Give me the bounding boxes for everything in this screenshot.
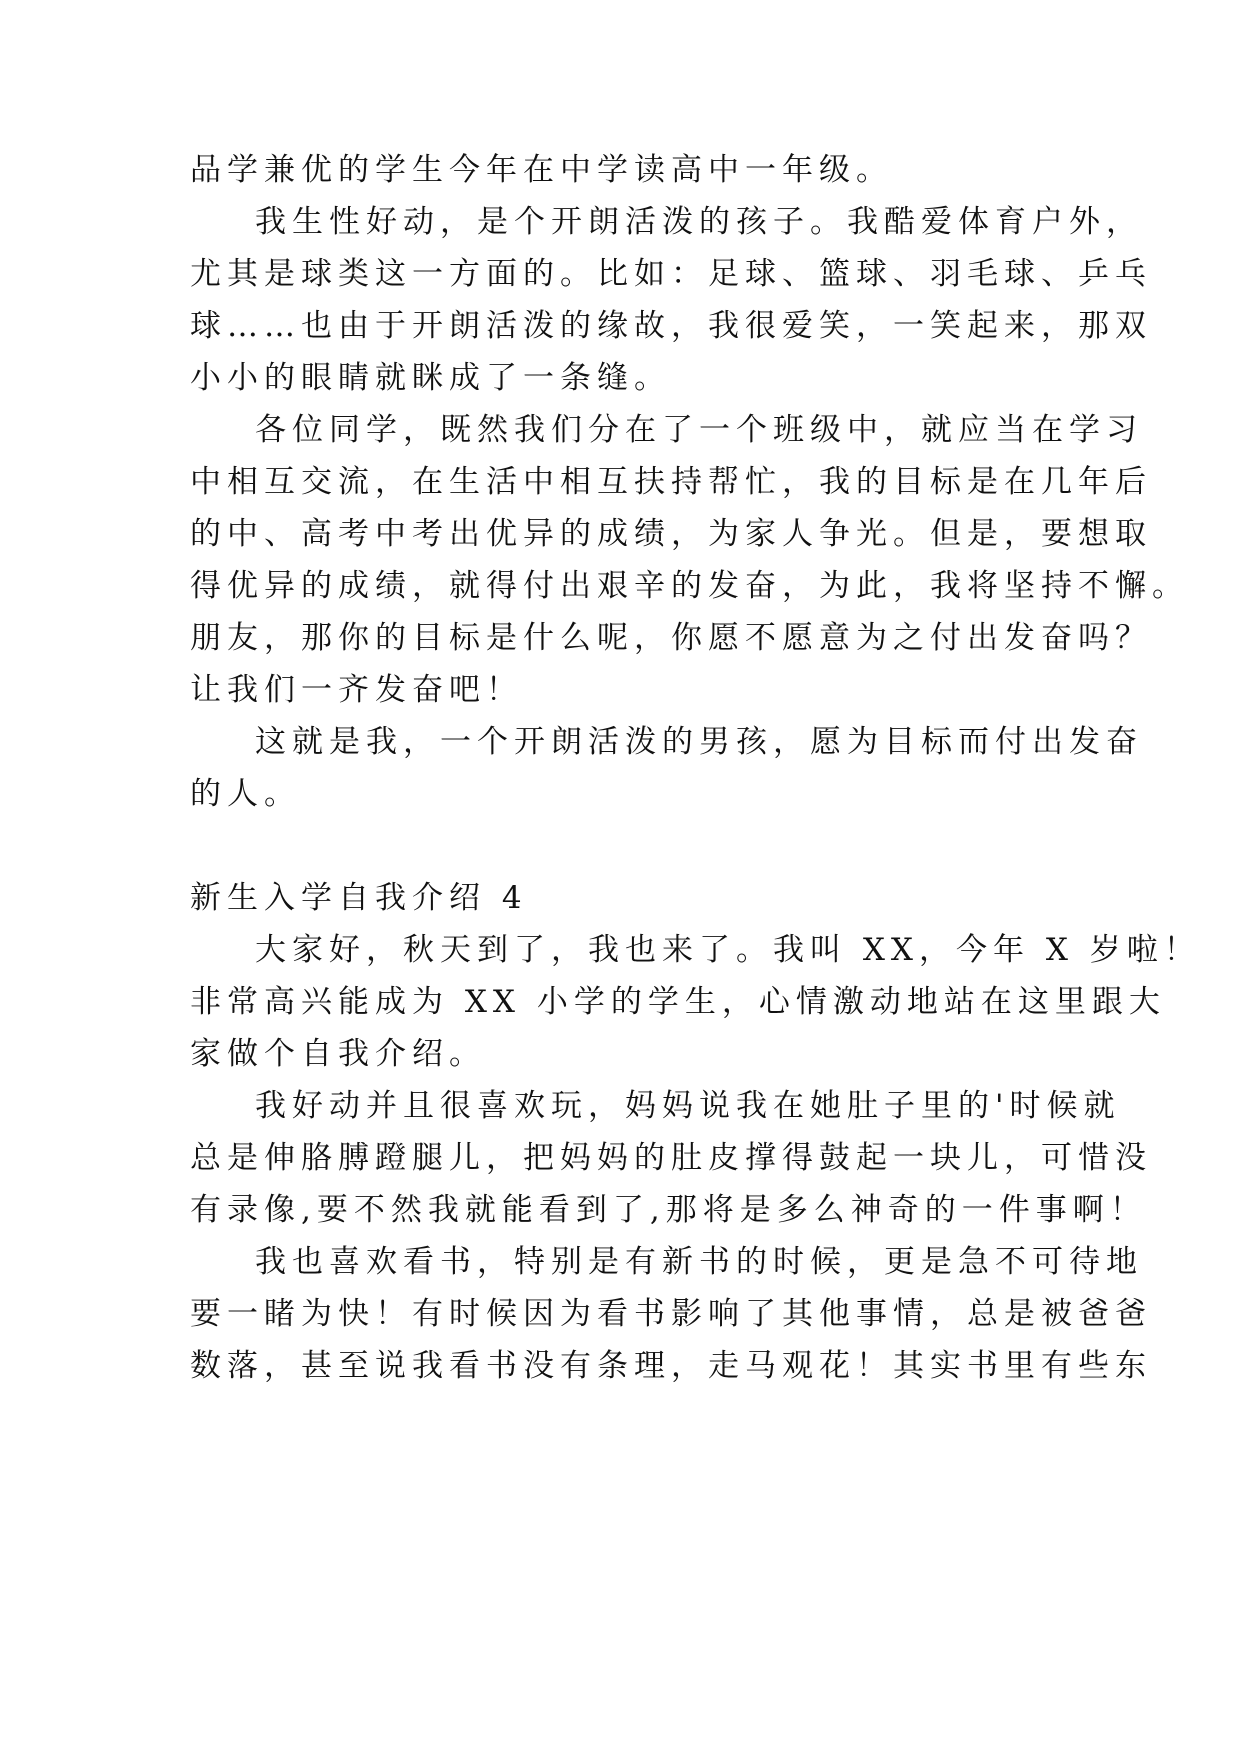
text-line: 各位同学，既然我们分在了一个班级中，就应当在学习 xyxy=(255,412,1143,448)
text-line: 有录像,要不然我就能看到了,那将是多么神奇的一件事啊！ xyxy=(190,1192,1147,1228)
text-line: 让我们一齐发奋吧！ xyxy=(190,672,523,708)
text-line: 数落，甚至说我看书没有条理，走马观花！其实书里有些东 xyxy=(190,1348,1152,1384)
text-line: 朋友，那你的目标是什么呢，你愿不愿意为之付出发奋吗？ xyxy=(190,620,1152,656)
text-line: 得优异的成绩，就得付出艰辛的发奋，为此，我将坚持不懈。 xyxy=(190,568,1189,604)
text-line: 总是伸胳膊蹬腿儿，把妈妈的肚皮撑得鼓起一块儿，可惜没 xyxy=(190,1140,1152,1176)
text-line: 这就是我，一个开朗活泼的男孩，愿为目标而付出发奋 xyxy=(255,724,1143,760)
text-line: 的中、高考中考出优异的成绩，为家人争光。但是，要想取 xyxy=(190,516,1152,552)
text-line: 非常高兴能成为 XX 小学的学生，心情激动地站在这里跟大 xyxy=(190,984,1166,1020)
text-line: 大家好，秋天到了，我也来了。我叫 XX，今年 X 岁啦！ xyxy=(255,932,1201,968)
text-line: 的人。 xyxy=(190,776,301,812)
text-line: 我也喜欢看书，特别是有新书的时候，更是急不可待地 xyxy=(255,1244,1143,1280)
text-line: 尤其是球类这一方面的。比如：足球、篮球、羽毛球、乒乓 xyxy=(190,256,1152,292)
text-line: 要一睹为快！有时候因为看书影响了其他事情，总是被爸爸 xyxy=(190,1296,1152,1332)
section-heading: 新生入学自我介绍 4 xyxy=(190,880,528,916)
text-line: 小小的眼睛就眯成了一条缝。 xyxy=(190,360,671,396)
text-line: 中相互交流，在生活中相互扶持帮忙，我的目标是在几年后 xyxy=(190,464,1152,500)
text-line: 球……也由于开朗活泼的缘故，我很爱笑，一笑起来，那双 xyxy=(190,308,1152,344)
text-line: 家做个自我介绍。 xyxy=(190,1036,486,1072)
text-line: 我好动并且很喜欢玩，妈妈说我在她肚子里的'时候就 xyxy=(255,1088,1121,1124)
text-line: 品学兼优的学生今年在中学读高中一年级。 xyxy=(190,152,893,188)
text-line: 我生性好动，是个开朗活泼的孩子。我酷爱体育户外， xyxy=(255,204,1143,240)
